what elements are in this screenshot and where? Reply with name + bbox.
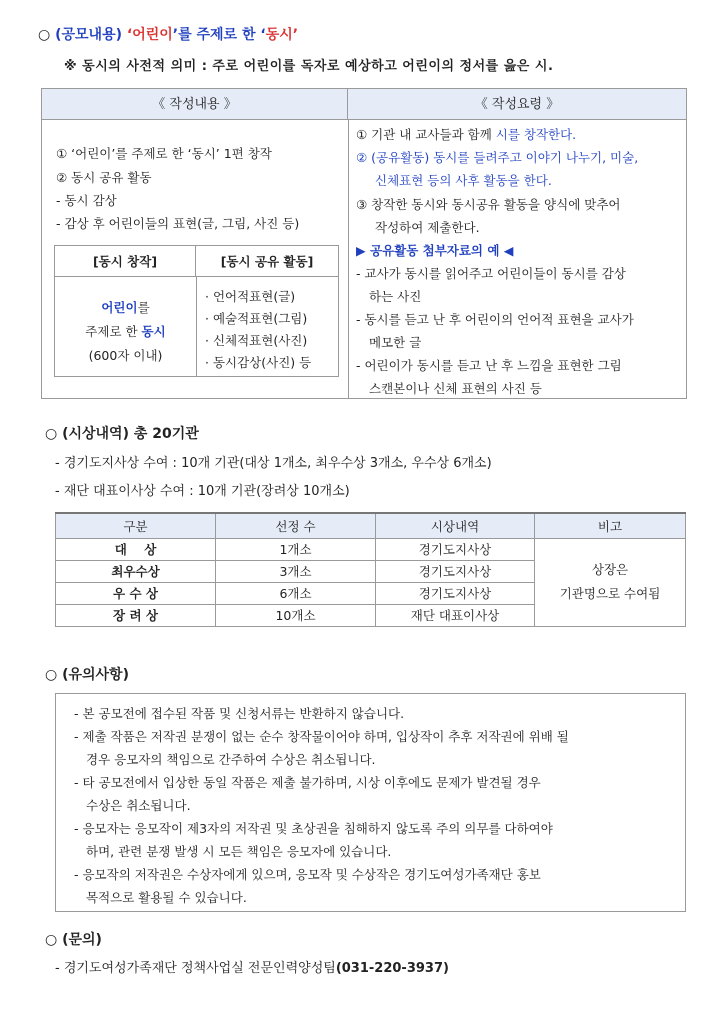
award-count: 3개소 xyxy=(216,560,376,582)
notice-heading: ○ (유의사항) xyxy=(45,667,129,683)
attachment-example: - 교사가 동시를 읽어주고 어린이들이 동시를 감상 xyxy=(356,266,626,281)
column-divider xyxy=(348,120,349,398)
activity-subtable xyxy=(54,245,339,377)
activity-item: · 예술적표현(그림) xyxy=(205,311,308,326)
length-limit: (600자 이내) xyxy=(88,348,163,363)
text-fragment: ① 기관 내 교사들과 함께 xyxy=(356,127,496,142)
content-line: - 동시 감상 xyxy=(56,193,117,208)
quote-open: ‘ xyxy=(122,27,133,43)
col-remark: 비고 xyxy=(535,513,686,538)
attachment-example-cont: 메모한 글 xyxy=(369,335,422,350)
col-award: 시상내역 xyxy=(376,513,535,538)
activity-item: · 신체적표현(사진) xyxy=(205,333,308,348)
heading-middle: ’를 주제로 한 ‘ xyxy=(172,27,266,43)
keyword-poem: 동시 xyxy=(141,324,166,339)
notice-line: - 본 공모전에 접수된 작품 및 신청서류는 반환하지 않습니다. xyxy=(74,706,405,721)
awards-line: - 경기도지사상 수여 : 10개 기관(대상 1개소, 최우수상 3개소, 우수상 6개소) xyxy=(55,456,492,471)
section-contest-heading xyxy=(38,24,298,44)
award-name: 경기도지사상 xyxy=(376,582,535,604)
guide-step-2-cont: 신체표현 등의 사후 활동을 한다. xyxy=(375,173,552,188)
header-writing-guide: 《 작성요령 》 xyxy=(348,89,686,120)
heading-label: (공모내용) xyxy=(55,27,122,43)
subtable-divider xyxy=(196,277,197,376)
award-remark xyxy=(535,538,686,626)
quote-close: ’ xyxy=(292,27,299,43)
heading-keyword-poem: 동시 xyxy=(265,27,293,43)
notice-line: - 제출 작품은 저작권 분쟁이 없는 순수 창작물이어야 하며, 입상작이 추후 저작권에 위배 될 xyxy=(74,729,569,744)
text-fragment: 시를 창작한다. xyxy=(495,127,577,142)
notice-line: - 응모자는 응모작이 제3자의 저작권 및 초상권을 침해하지 않도록 주의 의무를 다하여야 xyxy=(74,821,553,836)
guide-step-2: ② (공유활동) 동시를 들려주고 이야기 나누기, 미술, xyxy=(356,150,639,165)
guide-step-3-cont: 작성하여 제출한다. xyxy=(375,220,480,235)
remark-line: 기관명으로 수여됨 xyxy=(559,586,661,601)
activity-item: · 동시감상(사진) 등 xyxy=(205,355,312,370)
guide-step-1 xyxy=(356,125,576,143)
keyword-child: 어린이 xyxy=(101,300,138,315)
remark-line: 상장은 xyxy=(591,562,629,577)
notice-box xyxy=(55,693,686,912)
definition-note: ※ 동시의 사전적 의미 : 주로 어린이를 독자로 예상하고 어린이의 정서를 읊은 시. xyxy=(64,59,554,74)
award-name: 재단 대표이사상 xyxy=(376,604,535,626)
col-count: 선정 수 xyxy=(216,513,376,538)
circle-bullet: ○ xyxy=(38,27,56,43)
award-category: 최우수상 xyxy=(56,560,216,582)
award-count: 1개소 xyxy=(216,538,376,560)
contact-heading: ○ (문의) xyxy=(45,932,102,948)
award-category: 대 상 xyxy=(56,538,216,560)
text-fragment: 를 xyxy=(137,300,150,315)
content-line: ② 동시 공유 활동 xyxy=(56,170,152,185)
poem-creation-cell xyxy=(55,296,196,368)
table-row xyxy=(56,538,686,560)
subheader-sharing-activity: [동시 공유 활동] xyxy=(196,246,338,277)
attachment-example-cont: 하는 사진 xyxy=(369,289,422,304)
award-name: 경기도지사상 xyxy=(376,560,535,582)
content-line: - 감상 후 어린이들의 표현(글, 그림, 사진 등) xyxy=(56,216,300,231)
award-category: 장 려 상 xyxy=(56,604,216,626)
award-name: 경기도지사상 xyxy=(376,538,535,560)
notice-line: 하며, 관련 분쟁 발생 시 모든 책임은 응모자에 있습니다. xyxy=(86,844,392,859)
award-count: 6개소 xyxy=(216,582,376,604)
activity-item: · 언어적표현(글) xyxy=(205,289,296,304)
sharing-activity-list xyxy=(205,286,311,374)
subheader-poem-creation: [동시 창작] xyxy=(55,246,196,277)
col-category: 구분 xyxy=(56,513,216,538)
attachment-examples-title: ▶ 공유활동 첨부자료의 예 ◀ xyxy=(356,243,514,258)
contact-line xyxy=(55,957,449,976)
notice-line: - 타 공모전에서 입상한 동일 작품은 제출 불가하며, 시상 이후에도 문제가 발견될 경우 xyxy=(74,775,541,790)
text-fragment: 주제로 한 xyxy=(85,324,142,339)
attachment-example-cont: 스캔본이나 신체 표현의 사진 등 xyxy=(369,381,542,396)
guide-step-3: ③ 창작한 동시와 동시공유 활동을 양식에 맞추어 xyxy=(356,197,621,212)
header-writing-content: 《 작성내용 》 xyxy=(42,89,348,120)
awards-line: - 재단 대표이사상 수여 : 10개 기관(장려상 10개소) xyxy=(55,484,350,499)
award-count: 10개소 xyxy=(216,604,376,626)
heading-keyword-child: 어린이 xyxy=(132,27,173,43)
awards-table xyxy=(55,512,686,627)
contact-phone: (031-220-3937) xyxy=(335,961,449,976)
attachment-example: - 어린이가 동시를 듣고 난 후 느낌을 표현한 그림 xyxy=(356,358,622,373)
award-category: 우 수 상 xyxy=(56,582,216,604)
awards-heading: ○ (시상내역) 총 20기관 xyxy=(45,426,199,442)
notice-line: 목적으로 활용될 수 있습니다. xyxy=(86,890,247,905)
content-line: ① ‘어린이’를 주제로 한 ‘동시’ 1편 창작 xyxy=(56,146,272,161)
content-table xyxy=(41,88,687,399)
notice-line: 수상은 취소됩니다. xyxy=(86,798,191,813)
notice-line: - 응모작의 저작권은 수상자에게 있으며, 응모작 및 수상작은 경기도여성가족재단 홍보 xyxy=(74,867,541,882)
contact-org: - 경기도여성가족재단 정책사업실 전문인력양성팀 xyxy=(55,961,336,976)
awards-table-header xyxy=(56,513,686,538)
notice-line: 경우 응모자의 책임으로 간주하여 수상은 취소됩니다. xyxy=(86,752,376,767)
attachment-example: - 동시를 듣고 난 후 어린이의 언어적 표현을 교사가 xyxy=(356,312,634,327)
